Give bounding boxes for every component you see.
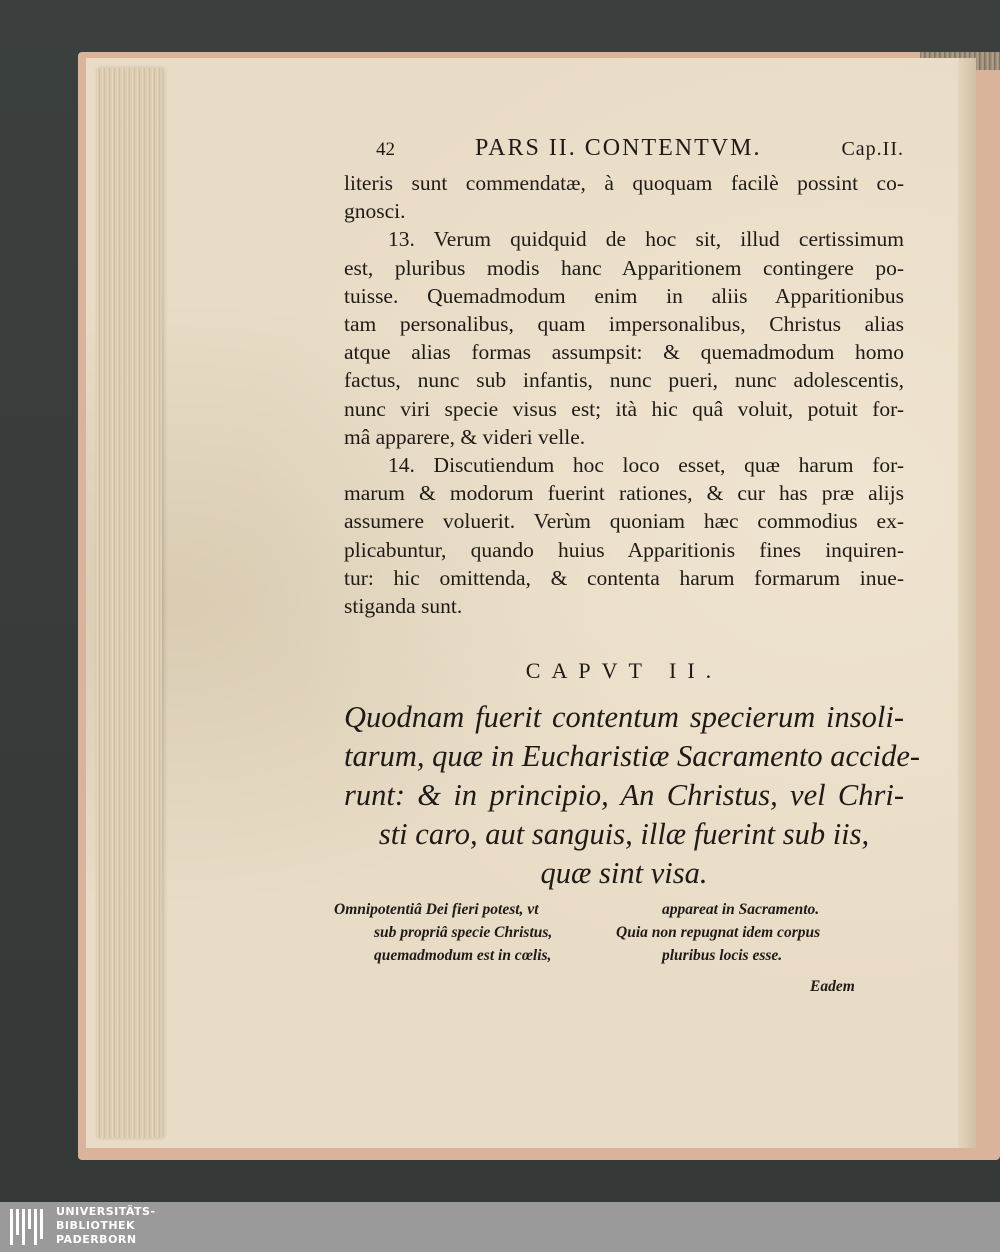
library-name-line: PADERBORN <box>56 1233 137 1246</box>
paragraph-13 <box>344 225 904 451</box>
library-footer <box>0 1202 1000 1252</box>
text-line: 13. Verum quidquid de hoc sit, illud certissimum <box>388 227 904 252</box>
text-line: nunc viri specie visus est; ità hic quâ voluit, potuit for- <box>344 396 904 421</box>
heading-line: tarum, quæ in Eucharistiæ Sacramento accide- <box>344 739 921 774</box>
text-line: marum & modorum fuerint rationes, & cur has præ alijs <box>344 481 904 506</box>
library-name-line: BIBLIOTHEK <box>56 1219 136 1232</box>
library-name <box>56 1205 156 1247</box>
text-line: tam personalibus, quam impersonalibus, Christus alias <box>344 312 904 337</box>
heading-line: quæ sint visa. <box>540 856 708 891</box>
text-line: gnosci. <box>344 199 406 224</box>
library-name-line: UNIVERSITÄTS- <box>56 1205 156 1218</box>
caput-title: CAPVT II. <box>525 658 723 684</box>
text-line: 14. Discutiendum hoc loco esset, quæ harum for- <box>388 453 904 478</box>
text-line: stiganda sunt. <box>344 594 463 619</box>
text-line: tur: hic omittenda, & contenta harum formarum inue- <box>344 565 904 590</box>
text-line: literis sunt commendatæ, à quoquam facilè possint co- <box>344 171 904 195</box>
page-number: 42 <box>376 139 395 160</box>
page-gutter <box>958 58 976 1148</box>
text-line: factus, nunc sub infantis, nunc pueri, nunc adolescentis, <box>344 368 904 393</box>
marginal-line: Quia non repugnat idem corpus <box>616 924 821 941</box>
catchword: Eadem <box>810 978 855 995</box>
marginal-right <box>616 898 916 967</box>
heading-line: Quodnam fuerit contentum specierum insoli- <box>344 700 904 735</box>
text-line: assumere voluerit. Verùm quoniam hæc commodius ex- <box>344 509 904 534</box>
text-line: tuisse. Quemadmodum enim in aliis Apparitionibus <box>344 283 904 308</box>
text-line: mâ apparere, & videri velle. <box>344 424 586 449</box>
text-line: plicabuntur, quando huius Apparitionis fines inquiren- <box>344 537 904 562</box>
marginal-line: pluribus locis esse. <box>662 947 783 964</box>
running-chapter: Cap.II. <box>841 138 904 160</box>
text-line: atque alias formas assumpsit: & quemadmodum homo <box>344 340 904 365</box>
paragraph-continued <box>344 169 904 225</box>
marginal-line: Omnipotentiâ Dei fieri potest, vt <box>334 901 539 918</box>
running-head <box>344 135 904 169</box>
heading-line: sti caro, aut sanguis, illæ fuerint sub iis, <box>378 817 870 852</box>
text-line: est, pluribus modis hanc Apparitionem contingere po- <box>344 255 904 280</box>
chapter-heading <box>344 698 921 893</box>
library-logo-icon <box>6 1205 50 1249</box>
marginal-line: quemadmodum est in cœlis, <box>374 947 552 964</box>
heading-line: runt: & in principio, An Christus, vel Chri- <box>344 778 904 813</box>
page-edges <box>96 68 162 1138</box>
marginal-left <box>334 898 604 967</box>
marginal-line: sub propriâ specie Christus, <box>374 924 553 941</box>
marginal-line: appareat in Sacramento. <box>662 901 820 918</box>
running-title: PARS II. CONTENTVM. <box>474 135 762 161</box>
page-text <box>344 135 921 893</box>
paragraph-14 <box>344 451 904 620</box>
